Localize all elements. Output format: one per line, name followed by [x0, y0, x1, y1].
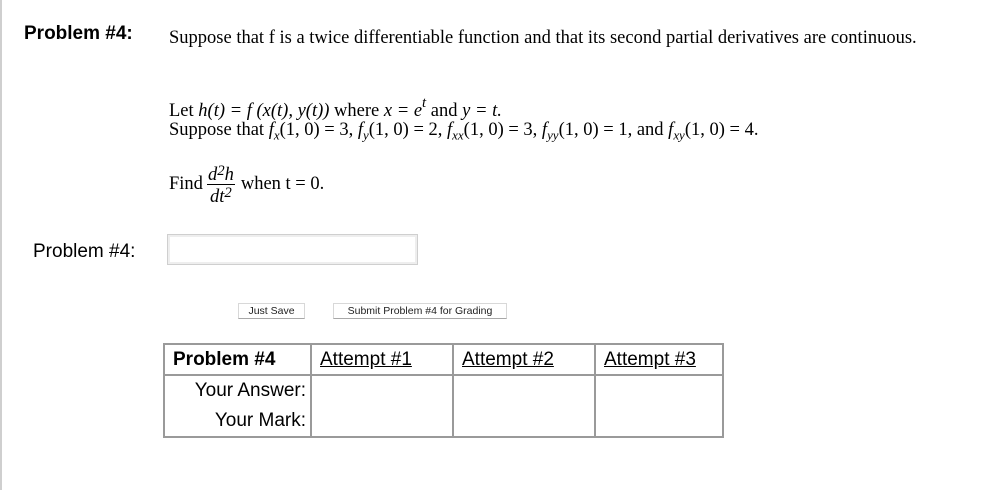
value-fy: $f_y(1$, 0) = 2,: [357, 120, 443, 143]
let-line: [169, 95, 502, 122]
attempt-1-link[interactable]: Attempt #1: [311, 344, 453, 375]
value-fyy: $f_{yy}(1$, 0) = 1,: [541, 120, 633, 143]
attempt-2-link[interactable]: Attempt #2: [453, 344, 595, 375]
answer-input[interactable]: [167, 234, 418, 265]
second-derivative-fraction: $\frac{d^2h}{dt^2}$: [207, 163, 234, 208]
your-mark-label: Your Mark:: [164, 406, 311, 437]
let-expression: h(t) = f (x(t), y(t)): [198, 100, 330, 121]
value-fx: $f_x(1$, 0) = 3,: [268, 120, 354, 143]
suppose-line: [169, 120, 758, 144]
answer-label: Problem #4:: [33, 241, 136, 262]
page-left-border: [0, 0, 2, 490]
mark-cell-3: [595, 406, 723, 437]
your-answer-label: Your Answer:: [164, 375, 311, 406]
value-fxx: $f_{xx}(1$, 0) = 3,: [447, 120, 538, 143]
suppose-prefix: Suppose that: [169, 120, 269, 140]
results-header-problem: Problem #4: [164, 344, 311, 375]
attempt-3-link[interactable]: Attempt #3: [595, 344, 723, 375]
x-exponent: t: [422, 95, 427, 111]
problem-title: Problem #4:: [24, 23, 133, 44]
and-word: and: [636, 120, 664, 140]
your-answer-row: [164, 375, 723, 406]
where-text: where: [329, 100, 384, 121]
submit-button[interactable]: Submit Problem #4 for Grading: [333, 303, 507, 319]
find-label: Find: [169, 173, 203, 194]
mark-cell-1: [311, 406, 453, 437]
answer-cell-1: [311, 375, 453, 406]
value-fxy: $f_{xy}(1$, 0) = 4.: [668, 120, 759, 143]
when-text: when t = 0.: [240, 173, 325, 194]
results-table: [163, 343, 724, 438]
answer-cell-3: [595, 375, 723, 406]
find-line: [169, 163, 324, 213]
your-mark-row: [164, 406, 723, 437]
answer-cell-2: [453, 375, 595, 406]
let-prefix: Let: [169, 100, 199, 121]
results-header-row: [164, 344, 723, 375]
and-text: and: [426, 100, 463, 121]
x-expression: x = e: [383, 100, 423, 121]
y-expression: y = t.: [462, 100, 502, 121]
just-save-button[interactable]: Just Save: [238, 303, 305, 319]
mark-cell-2: [453, 406, 595, 437]
problem-statement: Suppose that f is a twice differentiable function and that its second partial derivatives are continuous.: [169, 28, 917, 48]
